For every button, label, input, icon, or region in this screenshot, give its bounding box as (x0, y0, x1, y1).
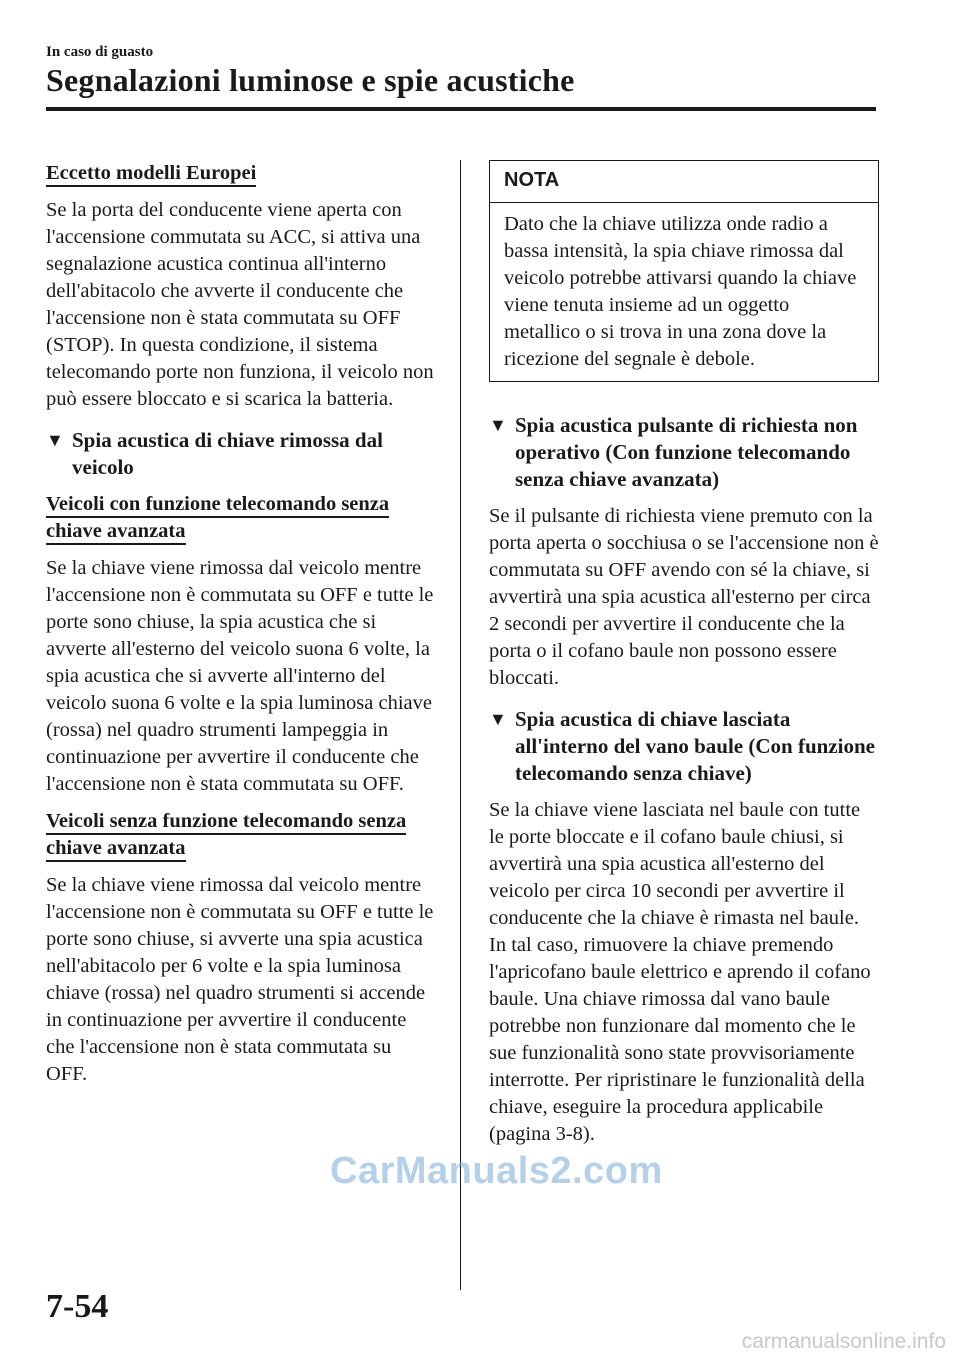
section-heading-text: Spia acustica di chiave lasciata all'interno del vano baule (Con funzione telecomando senza chiave) (515, 707, 875, 785)
left-column (46, 160, 436, 1098)
title-rule (46, 107, 876, 111)
paragraph-request-switch: Se il pulsante di richiesta viene premuto con la porta aperta o socchiusa o se l'accensione non è commutata su OFF avendo con sé la chiave, si avvertirà una spia acustica all'esterno per circa 2 secondi per avvertire il conducente che la porta o il cofano baule non possono essere bloccati. (489, 505, 879, 689)
section-heading-text: Spia acustica di chiave rimossa dal veicolo (72, 428, 383, 479)
note-box (489, 160, 879, 382)
paragraph-key-in-trunk: Se la chiave viene lasciata nel baule con tutte le porte bloccate e il cofano baule chiusi, si avvertirà una spia acustica all'esterno del veicolo per circa 10 secondi per avvertire il conducente che la chiave è rimasta nel baule. In tal caso, rimuovere la chiave premendo l'apricofano baule elettrico e aprendo il cofano baule. Una chiave rimossa dal vano baule potrebbe non funzionare dal momento che le sue funzionalità sono state provvisoriamente interrotte. Per ripristinare le funzionalità della chiave, eseguire la procedura applicabile (pagina 3-8). (489, 799, 871, 1145)
subheading-no-advanced-keyless: Veicoli senza funzione telecomando senza chiave avanzata (46, 810, 406, 862)
section-heading-text: Spia acustica pulsante di richiesta non operativo (Con funzione telecomando senza chiave avanzata) (515, 413, 858, 491)
note-title: NOTA (490, 161, 878, 203)
note-text: Dato che la chiave utilizza onde radio a bassa intensità, la spia chiave rimossa dal veicolo potrebbe attivarsi quando la chiave viene tenuta insieme ad un oggetto metallico o si trova in una zona dove la ricezione del segnale è debole. (504, 213, 857, 370)
page-title: Segnalazioni luminose e spie acustiche (46, 62, 575, 98)
triangle-marker-icon: ▼ (489, 709, 507, 729)
triangle-marker-icon: ▼ (46, 430, 64, 450)
page-number: 7-54 (46, 1288, 109, 1325)
watermark-logo: CarManuals2.com (330, 1150, 663, 1192)
subheading-advanced-keyless: Veicoli con funzione telecomando senza chiave avanzata (46, 493, 389, 545)
breadcrumb: In caso di guasto (46, 44, 154, 60)
section-heading-key-in-trunk (489, 706, 879, 787)
triangle-marker-icon: ▼ (489, 415, 507, 435)
column-divider (460, 160, 461, 1290)
subheading-except-europe: Eccetto modelli Europei (46, 162, 256, 187)
section-heading-request-switch (489, 412, 879, 493)
section-heading-key-removed (46, 427, 436, 481)
paragraph-advanced-keyless: Se la chiave viene rimossa dal veicolo mentre l'accensione non è commutata su OFF e tutte le porte sono chiuse, la spia acustica che si avverte all'esterno del veicolo suona 6 volte, la spia acustica che si avverte all'interno del veicolo suona 6 volte e la spia luminosa chiave (rossa) nel quadro strumenti lampeggia in continuazione per avvertire il conducente che l'accensione non è stata commutata su OFF. (46, 557, 434, 795)
site-watermark: carmanualsonline.info (741, 1330, 946, 1353)
paragraph-no-advanced-keyless: Se la chiave viene rimossa dal veicolo mentre l'accensione non è commutata su OFF e tutte le porte sono chiuse, si avverte una spia acustica nell'abitacolo per 6 volte e la spia luminosa chiave (rossa) nel quadro strumenti si accende in continuazione per avvertire il conducente che l'accensione non è stata commutata su OFF. (46, 874, 434, 1085)
right-column (489, 160, 879, 1158)
paragraph-except-europe: Se la porta del conducente viene aperta con l'accensione commutata su ACC, si attiva una segnalazione acustica continua all'interno dell'abitacolo che avverte il conducente che l'accensione non è stata commutata su OFF (STOP). In questa condizione, il sistema telecomando porte non funziona, il veicolo non può essere bloccato e si scarica la batteria. (46, 199, 434, 410)
